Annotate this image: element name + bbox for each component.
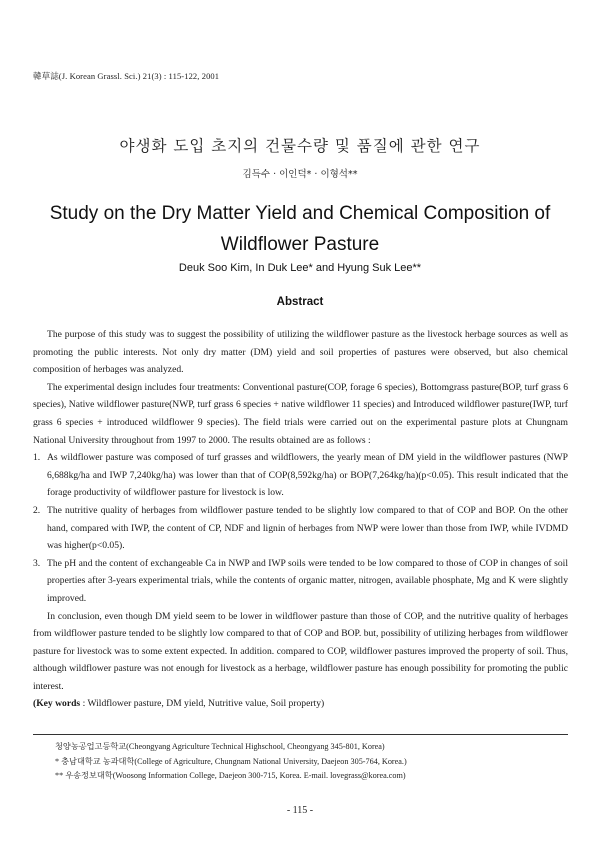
result-number: 2. xyxy=(33,504,41,516)
result-item xyxy=(33,555,568,608)
footnote-line: * 충남대학교 농과대학(College of Agriculture, Chungnam National University, Daejeon 305-764, Korea.) xyxy=(55,756,407,766)
footnote-line: 청양농공업고등학교(Cheongyang Agriculture Technical Highschool, Cheongyang 345-801, Korea) xyxy=(55,742,385,751)
keywords-label: (Key words xyxy=(33,698,81,710)
result-text: The nutritive quality of herbages from wildflower pasture tended to be slightly low compared to that of COP and BOP. On the other hand, compared with IWP, the content of CP, NDF and lignin of herbages from NWP were lower than those from IWP, while IVDMD was higher(p<0.05). xyxy=(47,504,568,552)
abstract-paragraph: The purpose of this study was to suggest the possibility of utilizing the wildflower pasture as the livestock herbage sources as well as promoting the public interests. Not only dry matter (DM) yield and soil properties of pastures were observed, but also chemical composition of herbages was analyzed. xyxy=(33,329,568,376)
result-item xyxy=(33,502,568,555)
result-number: 3. xyxy=(33,557,41,569)
english-title xyxy=(20,198,580,260)
abstract-conclusion: In conclusion, even though DM yield seem to be lower in wildflower pasture than those of COP, and the nutritive quality of herbages from wildflower pasture tended to be slightly low compared to that of COP and BOP. but, possibility of utilizing herbages from wildflower pasture for livestock was to some extent expected. In addition. compared to COP, wildflower pastures improved the property of soil. Thus, although wildflower pasture was not enough for livestock as a herbage, wildflower pasture has enough possibility for promoting the public interest. xyxy=(33,610,568,692)
english-title-line-2: Wildflower Pasture xyxy=(220,234,380,255)
korean-title: 야생화 도입 초지의 건물수량 및 품질에 관한 연구 xyxy=(119,137,481,155)
abstract-heading: Abstract xyxy=(276,296,324,308)
korean-authors: 김득수 · 이인덕* · 이형석** xyxy=(242,169,358,180)
affiliation-footnotes xyxy=(55,740,570,784)
result-item xyxy=(33,449,568,502)
keywords-text: : Wildflower pasture, DM yield, Nutritive value, Soil property) xyxy=(80,698,325,710)
keywords xyxy=(33,695,568,713)
page-number: - 115 - xyxy=(286,805,314,816)
footnote-divider xyxy=(33,734,568,735)
footnote-line: ** 우송정보대학(Woosong Information College, Daejeon 300-715, Korea. E-mail. lovegrass@korea.com) xyxy=(55,771,406,780)
english-title-line-1: Study on the Dry Matter Yield and Chemical Composition of xyxy=(49,203,551,224)
result-text: As wildflower pasture was composed of turf grasses and wildflowers, the yearly mean of DM yield in the wildflower pastures (NWP 6,688kg/ha and IWP 7,240kg/ha) was lower than that of COP(8,592kg/ha) or BOP(7,264kg/ha)(p<0.05). This result indicated that the forage productivity of wildflower pasture for livestock is low. xyxy=(47,452,568,499)
journal-reference: 韓草誌(J. Korean Grassl. Sci.) 21(3) : 115-122, 2001 xyxy=(33,71,220,81)
abstract-body xyxy=(33,326,568,713)
abstract-paragraph: The experimental design includes four treatments: Conventional pasture(COP, forage 6 species), Bottomgrass pasture(BOP, turf grass 6 species), Native wildflower pasture(NWP, turf grass 6 species + native wildflower 11 species) and Introduced wildflower pasture(IWP, turf grass 6 species + introduced wildflower 9 species). The field trials were carried out on the experimental pasture plots at Chungnam National University throughout from 1997 to 2000. The results obtained are as follows : xyxy=(33,381,568,446)
result-text: The pH and the content of exchangeable Ca in NWP and IWP soils were tended to be low compared to those of COP in changes of soil properties after 3-years experimental trials, while the contents of organic matter, nitrogen, available phosphate, Mg and K were slightly improved. xyxy=(47,557,568,604)
english-authors: Deuk Soo Kim, In Duk Lee* and Hyung Suk Lee** xyxy=(178,262,422,274)
result-number: 1. xyxy=(33,452,41,464)
